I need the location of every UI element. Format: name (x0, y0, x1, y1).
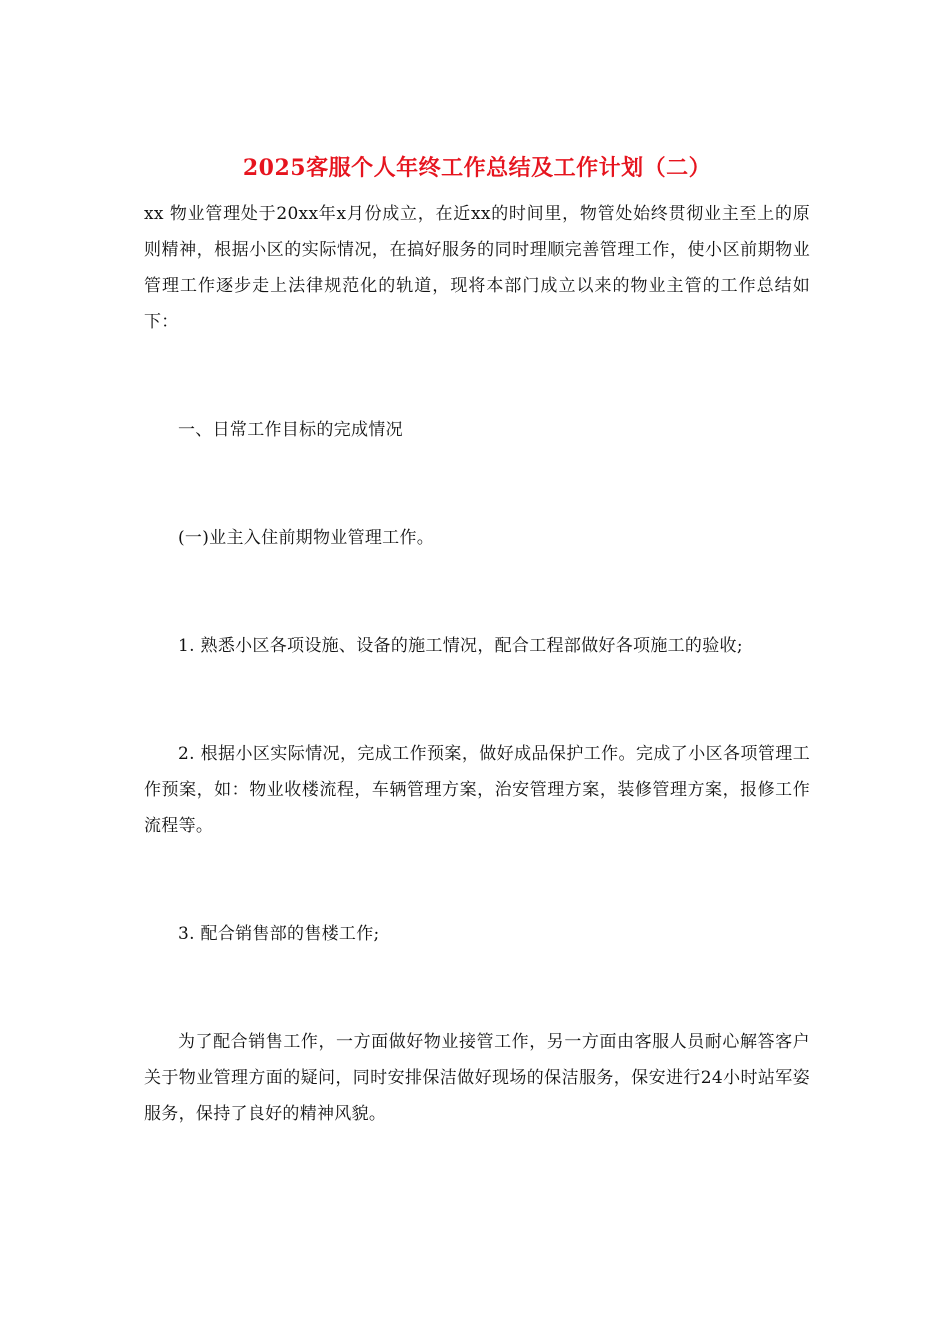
subsection-heading-1: (一)业主入住前期物业管理工作。 (178, 528, 435, 548)
section-heading-1: 一、日常工作目标的完成情况 (178, 420, 403, 440)
paragraph-spacer (144, 340, 810, 412)
paragraph-spacer (144, 844, 810, 916)
document-body (144, 150, 810, 1132)
sales-support-paragraph: 为了配合销售工作，一方面做好物业接管工作，另一方面由客服人员耐心解答客户关于物业管理方面的疑问，同时安排保洁做好现场的保洁服务，保安进行24小时站军姿服务，保持了良好的精神风貌。 (144, 1032, 810, 1124)
paragraph-spacer (144, 664, 810, 736)
paragraph-spacer (144, 952, 810, 1024)
list-item-3: 3. 配合销售部的售楼工作; (178, 924, 380, 944)
document-title: 2025客服个人年终工作总结及工作计划（二） (242, 155, 712, 181)
paragraph-spacer (144, 556, 810, 628)
intro-paragraph: xx 物业管理处于20xx年x月份成立，在近xx的时间里，物管处始终贯彻业主至上的原则精神，根据小区的实际情况，在搞好服务的同时理顺完善管理工作，使小区前期物业管理工作逐步走上法律规范化的轨道，现将本部门成立以来的物业主管的工作总结如下： (144, 204, 810, 332)
list-item-1: 1. 熟悉小区各项设施、设备的施工情况，配合工程部做好各项施工的验收; (178, 636, 743, 656)
paragraph-spacer (144, 448, 810, 520)
list-item-2: 2. 根据小区实际情况，完成工作预案，做好成品保护工作。完成了小区各项管理工作预案，如：物业收楼流程，车辆管理方案，治安管理方案，装修管理方案，报修工作流程等。 (144, 744, 810, 836)
